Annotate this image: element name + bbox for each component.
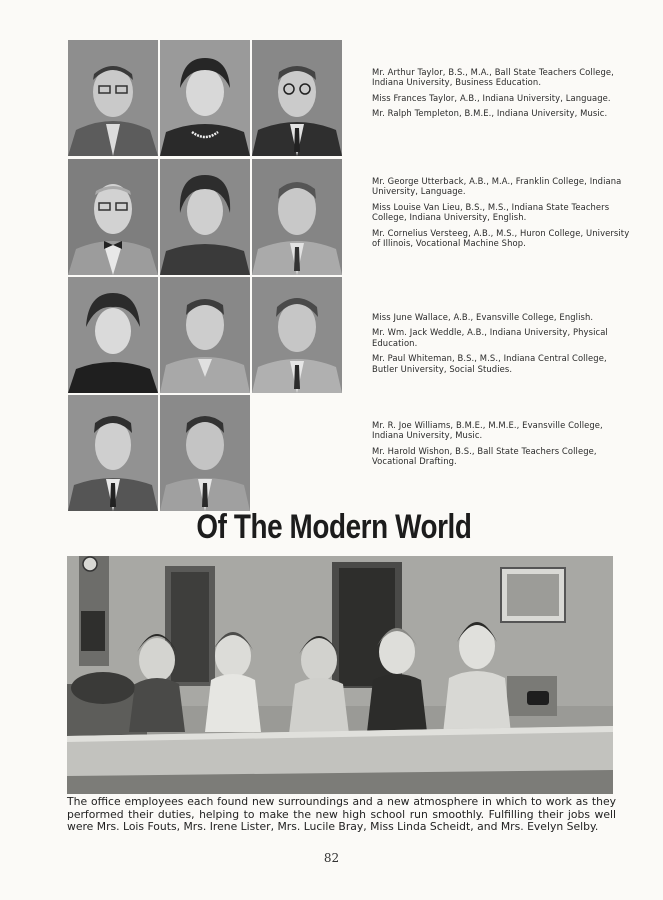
bio-group-row-1 [372,67,632,124]
bio-harold-wishon: Mr. Harold Wishon, B.S., Ball State Teachers College, Vocational Drafting. [372,445,597,467]
bio-frances-taylor: Miss Frances Taylor, A.B., Indiana University, Language. [372,92,611,103]
page-number: 82 [323,851,340,865]
section-headline: Of The Modern World [196,508,472,546]
office-photo-caption: The office employees each found new surroundings and a new atmosphere in which to work as they performed their duties, helping to make the new high school run smoothly. Fulfilling their jobs well were Mrs. Lois Fouts, Mrs. Irene Lister, Mrs. Lucile Bray, Miss Linda Scheidt, and Mrs. Evelyn Selby. [67,795,616,834]
office-staff-photo [67,556,613,794]
portrait-cornelius-versteeg [252,159,342,275]
bio-june-wallace: Miss June Wallace, A.B., Evansville College, English. [372,312,594,322]
bio-arthur-taylor: Mr. Arthur Taylor, B.S., M.A., Ball State Teachers College, Indiana University, Business Education. [372,67,614,88]
portrait-june-wallace [68,277,158,393]
bio-ralph-templeton: Mr. Ralph Templeton, B.M.E., Indiana University, Music. [372,108,608,119]
bio-group-row-2 [372,176,632,253]
bio-louise-van-lieu: Miss Louise Van Lieu, B.S., M.S., Indiana State Teachers College, Indiana University, English. [372,201,610,223]
bio-george-utterback: Mr. George Utterback, A.B., M.A., Franklin College, Indiana University, Language. [372,176,622,197]
bio-jack-weddle: Mr. Wm. Jack Weddle, A.B., Indiana University, Physical Education. [372,327,608,348]
bio-paul-whiteman: Mr. Paul Whiteman, B.S., M.S., Indiana Central College, Butler University, Social Studies. [372,353,607,374]
portrait-frances-taylor [160,40,250,156]
bio-joe-williams: Mr. R. Joe Williams, B.M.E., M.M.E., Evansville College, Indiana University, Music. [372,420,603,441]
portrait-ralph-templeton [252,40,342,156]
portrait-paul-whiteman [252,277,342,393]
bio-group-row-3 [372,312,632,379]
portrait-louise-van-lieu [160,159,250,275]
bio-group-row-4 [372,420,632,472]
portrait-arthur-taylor [68,40,158,156]
portrait-jack-weddle [160,277,250,393]
portrait-harold-wishon [160,395,250,511]
bio-cornelius-versteeg: Mr. Cornelius Versteeg, A.B., M.S., Huron College, University of Illinois, Vocational Machine Shop. [372,227,630,249]
portrait-george-utterback [68,159,158,275]
portrait-joe-williams [68,395,158,511]
